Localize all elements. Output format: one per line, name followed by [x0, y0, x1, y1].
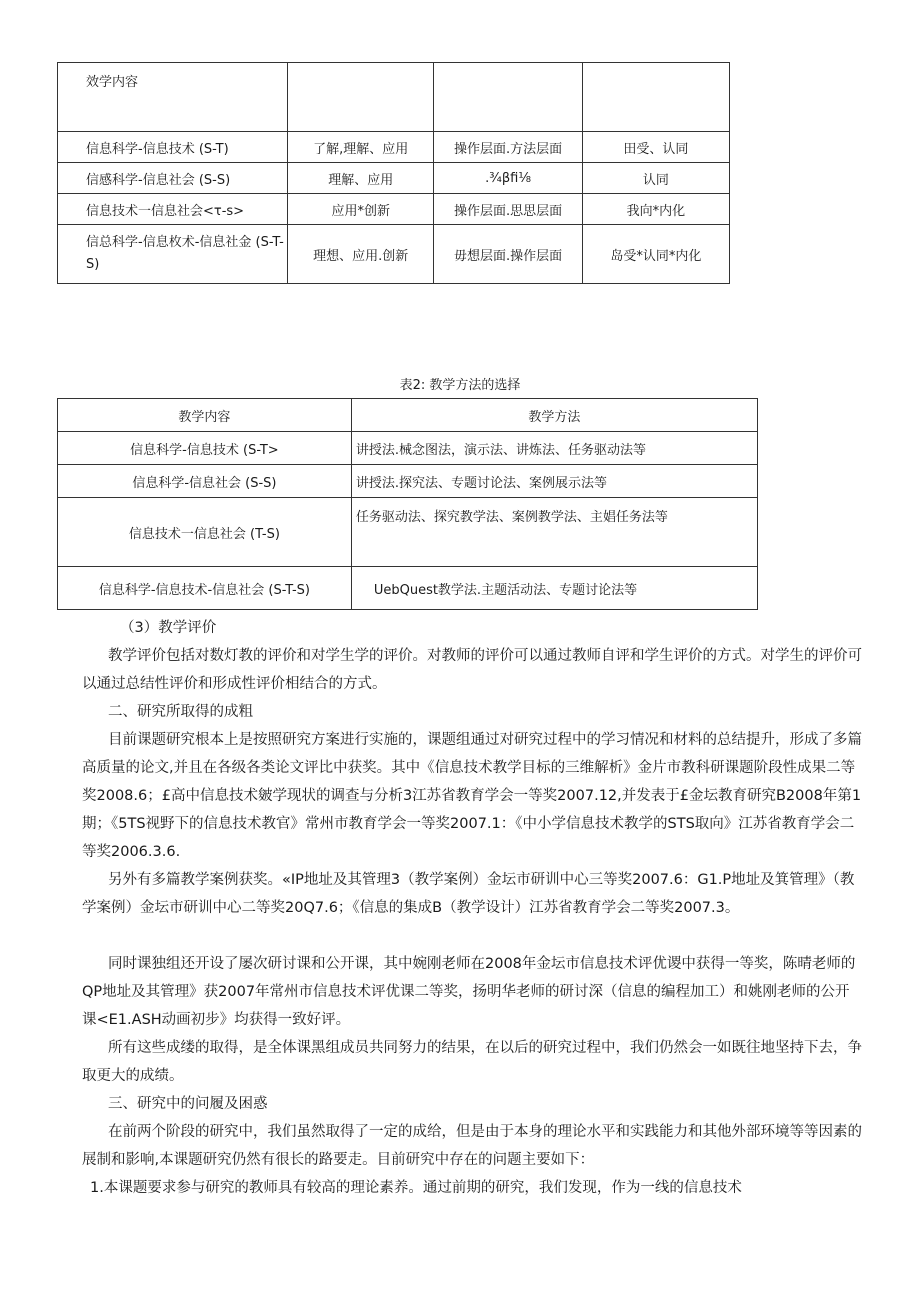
table-cell: 信息技术一信息社会<τ-s> [58, 194, 288, 225]
table-cell: .¾βfi⅛ [434, 163, 582, 194]
table-header-cell: 教学内容 [58, 399, 352, 432]
teaching-methods-table [57, 398, 758, 610]
table-row [58, 132, 730, 163]
table-header-cell: 教学方法 [351, 399, 757, 432]
table-row [58, 432, 758, 465]
table-cell: 信息科学-信息技术 (S-T> [58, 432, 352, 465]
table-row [58, 399, 758, 432]
table-row [58, 63, 730, 132]
paragraph: 在前两个阶段的研究中，我们虽然取得了一定的成给，但是由于本身的理论水平和实践能力和其他外部环境等等因素的展制和影响,本课题研究仍然有很长的路要走。目前研究中存在的问题主要如下： [82, 1124, 862, 1168]
table-cell: 信息科学-信息技术 (S-T) [58, 132, 288, 163]
table-cell: 信息科学-信息社会 (S-S) [58, 465, 352, 498]
paragraph: 教学评价包括对数灯教的评价和对学生学的评价。对教师的评价可以通过教师自评和学生评价的方式。对学生的评价可以通过总结性评价和形成性评价相结合的方式。 [82, 648, 862, 692]
section-heading: 二、研究所取得的成粗 [108, 704, 253, 720]
table-row [58, 567, 758, 610]
table-cell: 信总科学-信息枚术-信息社金 (S-T-S) [58, 225, 288, 284]
teaching-goals-table [57, 62, 730, 284]
table-cell: 操作层面.思思层面 [434, 194, 582, 225]
table-cell: 理解、应用 [288, 163, 434, 194]
paragraph: 所有这些成缕的取得，是全体课黑组成员共同努力的结果，在以后的研究过程中，我们仍然会一如既往地坚持下去，争取更大的成绩。 [82, 1040, 862, 1084]
table-cell: 操作层面.方法层面 [434, 132, 582, 163]
table-cell: 我向*内化 [582, 194, 729, 225]
section-heading: 三、研究中的问履及困惑 [108, 1096, 268, 1112]
table-cell: 应用*创新 [288, 194, 434, 225]
table-cell: 信息技术一信息社会 (T-S) [58, 498, 352, 567]
table-cell: 讲授法.械念图法，演示法、讲炼法、任务驱动法等 [351, 432, 757, 465]
table-cell: 理想、应用.创新 [288, 225, 434, 284]
table-cell: 认同 [582, 163, 729, 194]
table-header-cell [582, 63, 729, 132]
table-caption: 表2: 教学方法的选择 [399, 378, 521, 393]
table-cell: 信息科学-信息技术-信息社会 (S-T-S) [58, 567, 352, 610]
table-row [58, 465, 758, 498]
paragraph: 目前课题研究根本上是按照研究方案进行实施的，课题组通过对研究过程中的学习情况和材料的总结提升，形成了多篇高质量的论文,并且在各级各类论文评比中获奖。其中《信息技术教学目标的三维解析》金片市教科研课题阶段性成果二等奖2008.6；£高中信息技术皴学现状的调查与分析3江苏省教育学会一等奖2007.12,并发表于£金坛教育研究B2008年第1期；《5TS视野下的信息技术教官》常州市教育学会一等奖2007.1：《中小学信息技术教学的STS取向》江苏省教育学会二等奖2006.3.6. [82, 732, 862, 860]
table-row [58, 225, 730, 284]
table-row [58, 163, 730, 194]
table-cell: 毋想层面.操作层面 [434, 225, 582, 284]
table-cell: UebQuest教学法.主题活动法、专题讨论法等 [351, 567, 757, 610]
paragraph: 同时课独组还开设了屡次研讨课和公开课，其中婉刚老师在2008年金坛市信息技术评优谡中获得一等奖，陈晴老师的QP地址及其管理》获2007年常州市信息技术评优课二等奖，扬明华老师的研讨深（信息的编程加工）和姚刚老师的公开课<E1.ASH动画初步》均获得一致好评。 [82, 956, 856, 1028]
table-header-cell [288, 63, 434, 132]
table-row [58, 498, 758, 567]
section-heading: （3）教学评价 [120, 620, 217, 636]
table-cell: 讲授法.探究法、专题讨论法、案例展示法等 [351, 465, 757, 498]
table-cell: 岛受*认同*内化 [582, 225, 729, 284]
paragraph: 另外有多篇教学案例获奖。«IP地址及其管理3（教学案例）金坛市研训中心三等奖2007.6：G1.P地址及箕管理》（教学案例）金坛市研训中心二等奖20Q7.6；《信息的集成B（教学设计）江苏省教育学会二等奖2007.3。 [82, 872, 855, 916]
table-row [58, 194, 730, 225]
table-cell: 任务驱动法、探究教学法、案例教学法、主娼任务法等 [351, 498, 757, 567]
paragraph: 1.本课题要求参与研究的教师具有较高的理论素养。通过前期的研究，我们发现，作为一线的信息技术 [90, 1180, 742, 1196]
table-cell: 了解,理解、应用 [288, 132, 434, 163]
table-cell: 田受、认同 [582, 132, 729, 163]
table-header-cell: 效学内容 [58, 63, 288, 132]
table-cell: 信感科学-信息社会 (S-S) [58, 163, 288, 194]
table-header-cell [434, 63, 582, 132]
